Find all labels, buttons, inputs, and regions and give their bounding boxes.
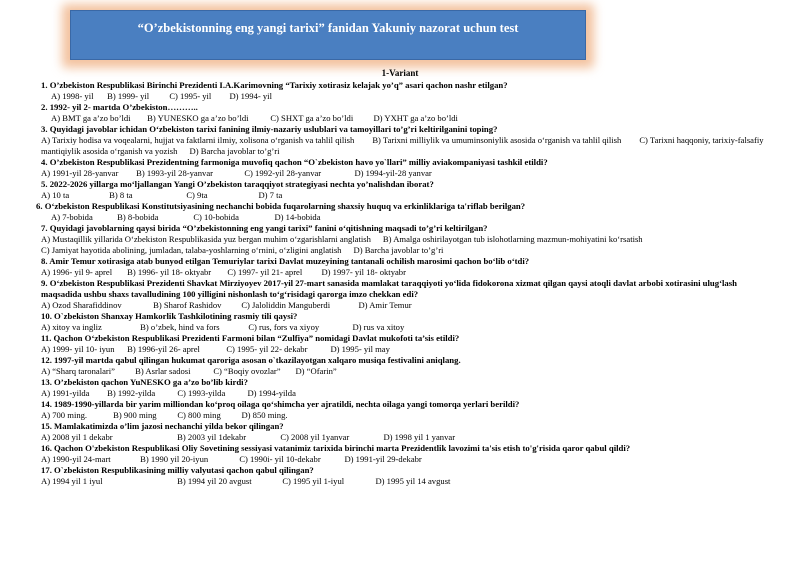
answer-option[interactable]: D) 1995 yil 14 avgust xyxy=(375,476,451,486)
answer-option[interactable]: B) YUNESKO ga a’zo bo’ldi xyxy=(147,113,249,123)
answer-option[interactable]: B) 1994 yil 20 avgust xyxy=(177,476,252,486)
answer-options xyxy=(0,190,800,201)
question-text: 8. Amir Temur xotirasiga atab bunyod etilgan Temuriylar tarixi Davlat muzeyining tantanali ochilish marosimi qachon bo‘lib o‘tdi? xyxy=(41,256,530,266)
answer-option[interactable]: B) Asrlar sadosi xyxy=(135,366,191,376)
answer-option[interactable]: D) 850 ming. xyxy=(241,410,288,420)
answer-option[interactable]: D) 14-bobida xyxy=(274,212,321,222)
answer-option[interactable]: A) 10 ta xyxy=(41,190,70,200)
question-text: 14. 1989-1990-yillarda bir yarim milliondan ko‘proq oilaga qo‘shimcha yer ajratildi, nechta oilaga yangi tomorqa yerlari berildi? xyxy=(41,399,520,409)
answer-option[interactable]: A) “Sharq taronalari” xyxy=(41,366,115,376)
question-text: 12. 1997-yil martda qabul qilingan hukumat qaroriga asosan o`tkazilayotgan xalqaro musiqa festivalini aniqlang. xyxy=(41,355,461,365)
answer-options xyxy=(0,300,800,311)
answer-option[interactable]: D) 7 ta xyxy=(258,190,283,200)
answer-option[interactable]: C) Tarixni haqqoniy, tarixiy-falsafiy mantiqiylik asosida o‘rganish va yozish xyxy=(41,135,764,156)
answer-option[interactable]: A) 1996- yil 9- aprel xyxy=(41,267,113,277)
answer-option[interactable]: C) 1995- yil xyxy=(169,91,212,101)
answer-option[interactable]: A) 1994 yil 1 iyul xyxy=(41,476,103,486)
answer-option[interactable]: C) Jaloliddin Manguberdi xyxy=(241,300,331,310)
question-text: 6. O‘zbekiston Respublikasi Konstitutsiyasining nechanchi bobida fuqarolarning shaxsiy huquq va erkinliklariga ta'riflab berilgan? xyxy=(36,201,526,211)
answer-option[interactable]: D) 1994-yil-28 yanvar xyxy=(354,168,432,178)
answer-option[interactable]: D) 1994- yil xyxy=(229,91,272,101)
question-text: 17. O`zbekiston Respublikasining milliy valyutasi qachon qabul qilingan? xyxy=(41,465,314,475)
answer-options xyxy=(0,234,800,245)
answer-option[interactable]: B) 8 ta xyxy=(109,190,133,200)
answer-option[interactable]: A) xitoy va ingliz xyxy=(41,322,102,332)
question-text: 3. Quyidagi javoblar ichidan O‘zbekiston tarixi fanining ilmiy-nazariy uslublari va tamoyillari to’g’ri keltirilganini toping? xyxy=(41,124,498,134)
answer-options xyxy=(0,344,800,355)
answer-option[interactable]: C) 1995- yil 22- dekabr xyxy=(226,344,308,354)
answer-options xyxy=(0,91,800,102)
answer-option[interactable]: A) 1999- yil 10- iyun xyxy=(41,344,115,354)
question-list xyxy=(0,80,800,487)
answer-options xyxy=(0,135,800,157)
answer-option[interactable]: C) 10-bobida xyxy=(193,212,239,222)
question-text: 10. O`zbekiston Shanxay Hamkorlik Tashkilotining rasmiy tili qaysi? xyxy=(41,311,298,321)
answer-option[interactable]: A) 1990-yil 24-mart xyxy=(41,454,111,464)
answer-options xyxy=(0,432,800,443)
answer-option[interactable]: A) 7-bobida xyxy=(51,212,93,222)
answer-option[interactable]: D) 1998 yil 1 yanvar xyxy=(383,432,456,442)
answer-option[interactable]: D) 1994-yilda xyxy=(247,388,296,398)
answer-option[interactable]: D) 1997- yil 18- oktyabr xyxy=(321,267,406,277)
answer-option[interactable]: A) 1998- yil xyxy=(51,91,94,101)
answer-options xyxy=(0,212,800,223)
answer-option[interactable]: C) 1992-yil 28-yanvar xyxy=(244,168,322,178)
answer-options xyxy=(0,388,800,399)
answer-option[interactable]: B) 2003 yil 1dekabr xyxy=(177,432,247,442)
answer-option[interactable]: A) 1991-yil 28-yanvar xyxy=(41,168,119,178)
answer-option[interactable]: D) Barcha javoblar to’g’ri xyxy=(353,245,444,255)
answer-options xyxy=(0,245,800,256)
answer-option[interactable]: B) o’zbek, hind va fors xyxy=(140,322,220,332)
document-title: “O’zbekistonning eng yangi tarixi” fanidan Yakuniy nazorat uchun test xyxy=(137,21,519,35)
answer-options xyxy=(0,267,800,278)
answer-option[interactable]: A) 2008 yil 1 dekabr xyxy=(41,432,113,442)
answer-option[interactable]: D) Amir Temur xyxy=(358,300,412,310)
answer-options xyxy=(0,113,800,124)
answer-options xyxy=(0,168,800,179)
answer-option[interactable]: D) “Ofarin” xyxy=(295,366,337,376)
answer-option[interactable]: C) 2008 yil 1yanvar xyxy=(280,432,350,442)
question-text: 11. Qachon O‘zbekiston Respublikasi Prezidenti Farmoni bilan “Zulfiya” nomidagi Davlat mukofoti ta’sis etildi? xyxy=(41,333,460,343)
title-banner xyxy=(70,10,586,60)
answer-option[interactable]: C) 1990i- yil 10-dekabr xyxy=(239,454,321,464)
answer-option[interactable]: C) 1995 yil 1-iyul xyxy=(282,476,345,486)
answer-option[interactable]: B) 1990 yil 20-iyun xyxy=(140,454,209,464)
answer-option[interactable]: A) 700 ming. xyxy=(41,410,88,420)
answer-option[interactable]: B) 1999- yil xyxy=(107,91,150,101)
answer-options xyxy=(0,322,800,333)
answer-option[interactable]: B) Sharof Rashidov xyxy=(153,300,222,310)
answer-option[interactable]: A) Mustaqillik yillarida O‘zbekiston Respublikasida yuz bergan muhim o‘zgarishlarni anglatish xyxy=(41,234,371,244)
answer-option[interactable]: A) 1991-yilda xyxy=(41,388,90,398)
question-text: 5. 2022-2026 yillarga mo‘ljallangan Yangi O’zbekiston taraqqiyot strategiyasi nechta yo’nalishdan iborat? xyxy=(41,179,434,189)
answer-options xyxy=(0,410,800,421)
answer-option[interactable]: B) 1996- yil 18- oktyabr xyxy=(127,267,212,277)
answer-option[interactable]: B) 900 ming xyxy=(113,410,157,420)
answer-option[interactable]: B) 1992-yilda xyxy=(107,388,156,398)
answer-option[interactable]: C) 1997- yil 21- aprel xyxy=(227,267,303,277)
answer-option[interactable]: B) 1996-yil 26- aprel xyxy=(127,344,200,354)
answer-option[interactable]: D) rus va xitoy xyxy=(352,322,405,332)
answer-option[interactable]: D) Barcha javoblar to’g’ri xyxy=(189,146,280,156)
question-text: 13. O’zbekiston qachon YuNESKO ga a’zo bo’lib kirdi? xyxy=(41,377,248,387)
question-text: 4. O’zbekiston Respublikasi Prezidentning farmoniga muvofiq qachon “O`zbekiston havo yo`llari” milliy aviakompaniyasi tashkil etildi? xyxy=(41,157,548,167)
answer-option[interactable]: A) BMT ga a’zo bo’ldi xyxy=(51,113,131,123)
question-text: 1. O’zbekiston Respublikasi Birinchi Prezidenti I.A.Karimovning “Tarixiy xotirasiz kelajak yo’q” asari qachon nashr etilgan? xyxy=(41,80,508,90)
question-text: 9. O‘zbekiston Respublikasi Prezidenti Shavkat Mirziyoyev 2017-yil 27-mart sanasida mamlakat taraqqiyoti yo‘lida fidokorona xizmat qilgan qaysi atoqli davlat arbobi xotirasini ulug‘lash maqsadida ushbu shaxs tavalludining 100 yilligini nishonlash to‘g‘risidagi qarorga imzo chekkan edi? xyxy=(41,278,737,299)
answer-option[interactable]: B) 1993-yil 28-yanvar xyxy=(136,168,214,178)
answer-option[interactable]: A) Tarixiy hodisa va voqealarni, hujjat va faktlarni ilmiy, xolisona o‘rganish va tahlil qilish xyxy=(41,135,355,145)
answer-option[interactable]: C) “Boqiy ovozlar” xyxy=(213,366,281,376)
answer-option[interactable]: C) SHXT ga a’zo bo’ldi xyxy=(270,113,354,123)
answer-options xyxy=(0,366,800,377)
question-text: 7. Quyidagi javoblarning qaysi birida “O’zbekistonning eng yangi tarixi” fanini o‘qitishning maqsadi to’g’ri keltirilgan? xyxy=(41,223,488,233)
question-text: 2. 1992- yil 2- martda O’zbekiston……….. xyxy=(41,102,198,112)
answer-option[interactable]: D) 1991-yil 29-dekabr xyxy=(344,454,422,464)
answer-option[interactable]: A) Ozod Sharafiddinov xyxy=(41,300,122,310)
answer-option[interactable]: C) 1993-yilda xyxy=(177,388,226,398)
answer-option[interactable]: C) 9ta xyxy=(186,190,208,200)
answer-option[interactable]: B) Tarixni milliylik va umuminsoniylik asosida o‘rganish va tahlil qilish xyxy=(372,135,622,145)
answer-option[interactable]: C) 800 ming xyxy=(177,410,221,420)
question-text: 15. Mamlakatimizda o’lim jazosi nechanchi yilda bekor qilingan? xyxy=(41,421,284,431)
answer-option[interactable]: C) rus, fors va xiyoy xyxy=(248,322,320,332)
answer-option[interactable]: B) 8-bobida xyxy=(117,212,159,222)
answer-option[interactable]: D) YXHT ga a’zo bo’ldi xyxy=(373,113,458,123)
question-text: 16. Qachon O'zbekiston Respublikasi Oliy Sovetining sessiyasi vatanimiz tarixida birinchi marta Prezidentlik lavozimi ta'sis etish to'g'risida qaror qabul qildi? xyxy=(41,443,631,453)
answer-option[interactable]: B) Amalga oshirilayotgan tub islohotlarning mazmun-mohiyatini ko‘rsatish xyxy=(382,234,643,244)
answer-options xyxy=(0,476,800,487)
answer-option[interactable]: D) 1995- yil may xyxy=(330,344,390,354)
answer-option[interactable]: C) Jamiyat hayotida abolining, jumladan, talaba-yoshlarning o‘rnini, o‘zligini anglatish xyxy=(41,245,342,255)
variant-label: 1-Variant xyxy=(381,68,419,78)
answer-options xyxy=(0,454,800,465)
